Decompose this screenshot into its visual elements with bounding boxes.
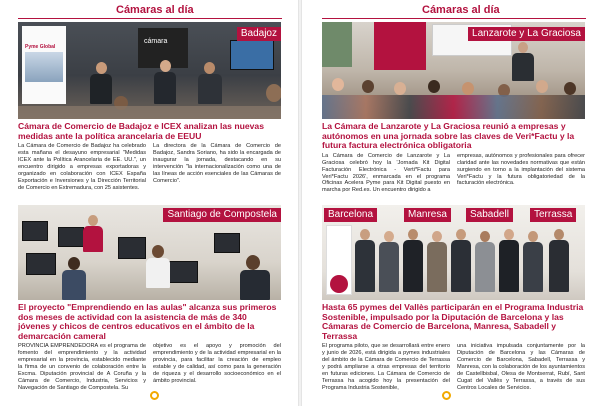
page-spine — [298, 0, 302, 406]
section-header: Cámaras al día — [422, 4, 500, 16]
pyme-global-banner: Pyme Global — [22, 26, 66, 104]
article-valles — [322, 205, 585, 392]
camara-banner: cámara — [138, 28, 188, 68]
header-rule — [18, 18, 282, 19]
page-number-marker — [150, 391, 159, 400]
section-header: Cámaras al día — [116, 4, 194, 16]
location-tag: Santiago de Compostela — [163, 208, 281, 222]
article-body-col-2: La directora de la Cámara de Comercio de Badajoz, Sandra Soriano, ha sido la encargada de inaugurar la jornada, destacando en su intervención "la internacionalización como una de las líneas de acción esenciales de las Cámaras de Comercio". — [153, 143, 281, 184]
article-body-col-1: PROVINCIA EMPRENDEDORA es el programa de fomento del emprendimiento y la actividad empresarial en la provincia, establecido mediante la firma de un convenio de colaboración entre la Excma. Diputación provincial de A Coruña y la Cámara de Comercio, Industria, Servicios y Navegación de Santiago de Compostela. Su — [18, 343, 146, 391]
right-page — [304, 0, 600, 406]
header-rule — [322, 18, 586, 19]
article-photo — [322, 22, 585, 119]
article-body-col-2: empresas, autónomos y profesionales para ofrecer claridad ante las novedades normativas que están surgiendo en torno a la implantación del sistema Veri*Factu y la futura obligatoriedad de la facturación electrónica. — [457, 152, 585, 187]
article-body-col-1: La Cámara de Comercio de Badajoz ha celebrado esta mañana el desayuno empresarial "Medidas ICEX ante la Política Arancelaria de EE. UU.", un encuentro dirigido a empresas exportadoras y organizado en colaboración con ICEX España Exportación e Inversiones y la Dirección Territorial de Comercio en Extremadura, con 25 asistentes. — [18, 143, 146, 191]
location-tag-manresa: Manresa — [404, 208, 451, 222]
left-page — [0, 0, 296, 406]
article-headline: Cámara de Comercio de Badajoz e ICEX analizan las nuevas medidas ante la política arancelaria de EEUU — [18, 121, 264, 141]
article-body-col-1: La Cámara de Comercio de Lanzarote y La Graciosa celebró hoy la 'Jornada Kit Digital Facturación Electrónica - Verti*Factu para Veri*Factu 2026', enmarcada en el programa Oficinas Acelera Pyme para Kit Digital puesto en marcha por Red.es. Un encuentro dirigido a — [322, 152, 450, 194]
article-headline: La Cámara de Lanzarote y La Graciosa reunió a empresas y autónomos en una jornada sobre las claves de Veri*Factu y la futura factura electrónica obligatoria — [322, 121, 575, 151]
article-photo — [18, 22, 281, 119]
article-headline: El proyecto "Emprendiendo en las aulas" alcanza sus primeros dos meses de actividad con la asistencia de más de 340 jóvenes y chicos de centros educativos en el ámbito de la demarcación cameral — [18, 302, 277, 341]
article-body-col-1: El programa piloto, que se desarrollará entre enero y junio de 2026, está dirigida a pymes industriales del ámbito de la Cámara de Comercio de Terrassa y podrá ampliarse a otras empresas del territorio en futuras ediciones. La Cámara de Comercio de Terrassa ha acogido hoy la presentación del Programa Industria Sostenible, — [322, 343, 450, 391]
article-body-col-2: una iniciativa impulsada conjuntamente por la Diputación de Barcelona y las Cámaras de Comercio de Barcelona, Sabadell, Terrassa y Manresa, con la colaboración de los ayuntamientos de Castellbisbal, Olesa de Montserrat, Rubí, Sant Cugat del Vallès y Terrassa, a través de sus Centros Locales de Servicios. — [457, 343, 585, 391]
page-number-marker — [442, 391, 451, 400]
article-santiago — [18, 205, 281, 392]
article-badajoz — [18, 22, 281, 192]
presentation-screen — [230, 40, 274, 70]
location-tag-terrassa: Terrassa — [530, 208, 576, 222]
location-tag-barcelona: Barcelona — [324, 208, 377, 222]
article-photo — [322, 205, 585, 300]
article-headline: Hasta 65 pymes del Vallès participarán en el Programa Industria Sostenible, impulsado por la Diputación de Barcelona y las Cámaras de Comercio de Barcelona, Manresa, Sabadell y Terrassa — [322, 302, 584, 341]
location-tag: Lanzarote y La Graciosa — [468, 27, 585, 41]
article-photo — [18, 205, 281, 300]
article-lanzarote — [322, 22, 585, 194]
location-tag: Badajoz — [237, 27, 281, 41]
article-body-col-2: objetivo es el apoyo y promoción del emprendimiento y de la actividad empresarial en la provincia, para facilitar la creación de empleo estable y de calidad, así como para la generación de riqueza y el desarrollo socioeconómico en el ámbito provincial. — [153, 343, 281, 384]
location-tag-sabadell: Sabadell — [466, 208, 513, 222]
